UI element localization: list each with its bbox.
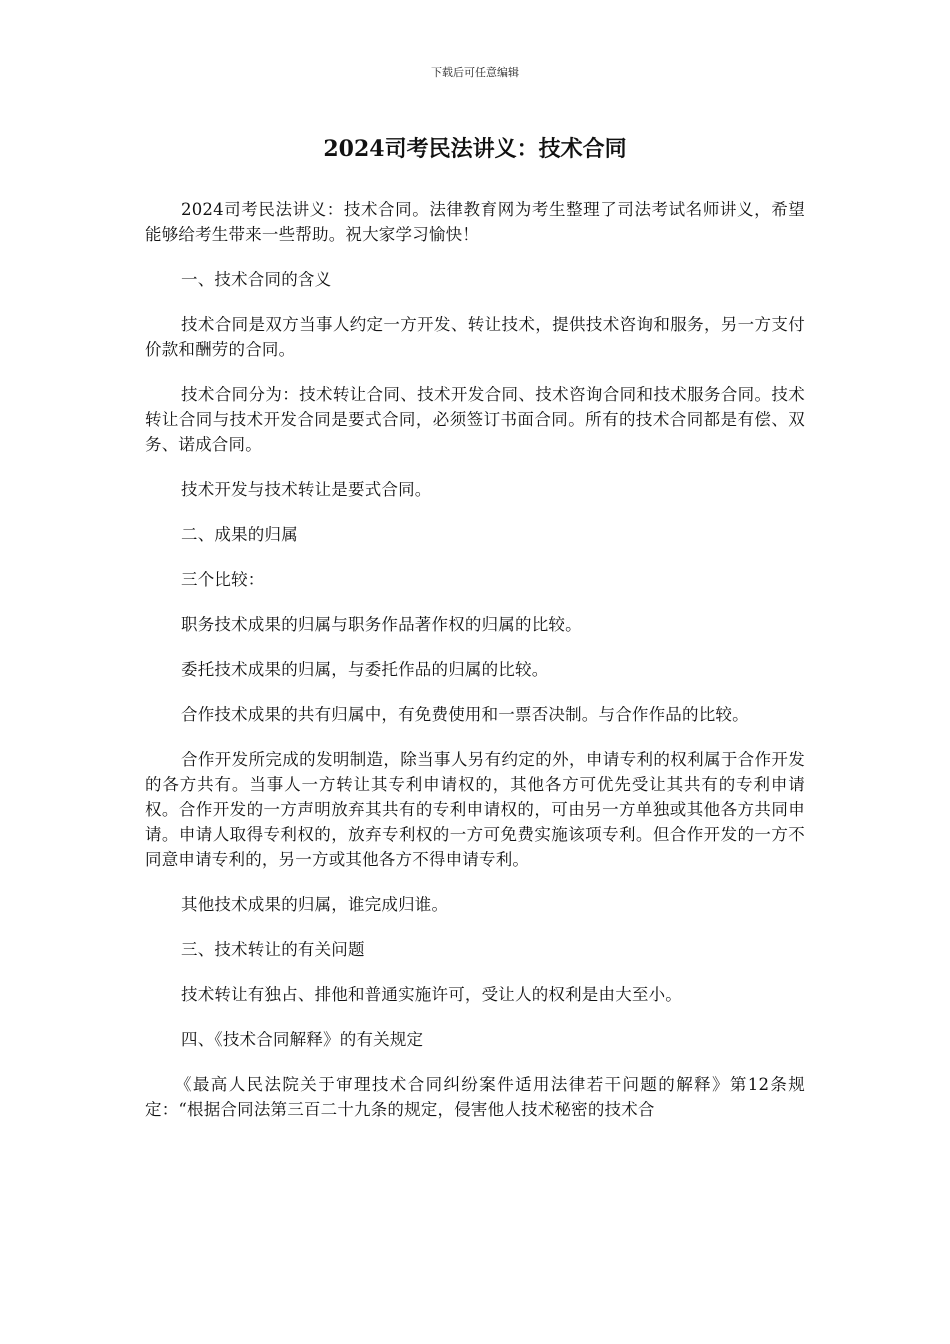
body-paragraph: 技术转让有独占、排他和普通实施许可，受让人的权利是由大至小。 [181,985,682,1004]
body-paragraph: 三个比较： [181,570,265,589]
body-paragraph: 合作开发所完成的发明制造，除当事人另有约定的外，申请专利的权利属于合作开发的各方共有。当事人一方转让其专利申请权的，其他各方可优先受让其共有的专利申请权。合作开发的一方声明放弃其共有的专利申请权的，可由另一方单独或其他各方共同申请。申请人取得专利权的，放弃专利权的一方可免费实施该项专利。但合作开发的一方不同意申请专利的，另一方或其他各方不得申请专利。 [145,750,805,869]
body-paragraph: 技术合同是双方当事人约定一方开发、转让技术，提供技术咨询和服务，另一方支付价款和酬劳的合同。 [145,315,805,359]
section-heading-4: 四、《技术合同解释》的有关规定 [181,1030,424,1049]
document-body [145,197,805,1142]
body-paragraph: 《最高人民法院关于审理技术合同纠纷案件适用法律若干问题的解释》第12条规定：“根据合同法第三百二十九条的规定，侵害他人技术秘密的技术合 [145,1075,805,1119]
section-heading-1: 一、技术合同的含义 [181,270,332,289]
page-header-note: 下载后可任意编辑 [431,66,519,79]
section-heading-2: 二、成果的归属 [181,525,298,544]
body-paragraph: 技术合同分为：技术转让合同、技术开发合同、技术咨询合同和技术服务合同。技术转让合同与技术开发合同是要式合同，必须签订书面合同。所有的技术合同都是有偿、双务、诺成合同。 [145,385,805,454]
intro-paragraph: 2024司考民法讲义：技术合同。法律教育网为考生整理了司法考试名师讲义，希望能够给考生带来一些帮助。祝大家学习愉快！ [145,200,805,244]
document-title: 2024司考民法讲义：技术合同 [323,136,627,162]
section-heading-3: 三、技术转让的有关问题 [181,940,365,959]
body-paragraph: 其他技术成果的归属，谁完成归谁。 [181,895,449,914]
body-paragraph: 技术开发与技术转让是要式合同。 [181,480,432,499]
body-paragraph: 合作技术成果的共有归属中，有免费使用和一票否决制。与合作作品的比较。 [181,705,749,724]
body-paragraph: 职务技术成果的归属与职务作品著作权的归属的比较。 [181,615,582,634]
body-paragraph: 委托技术成果的归属，与委托作品的归属的比较。 [181,660,549,679]
